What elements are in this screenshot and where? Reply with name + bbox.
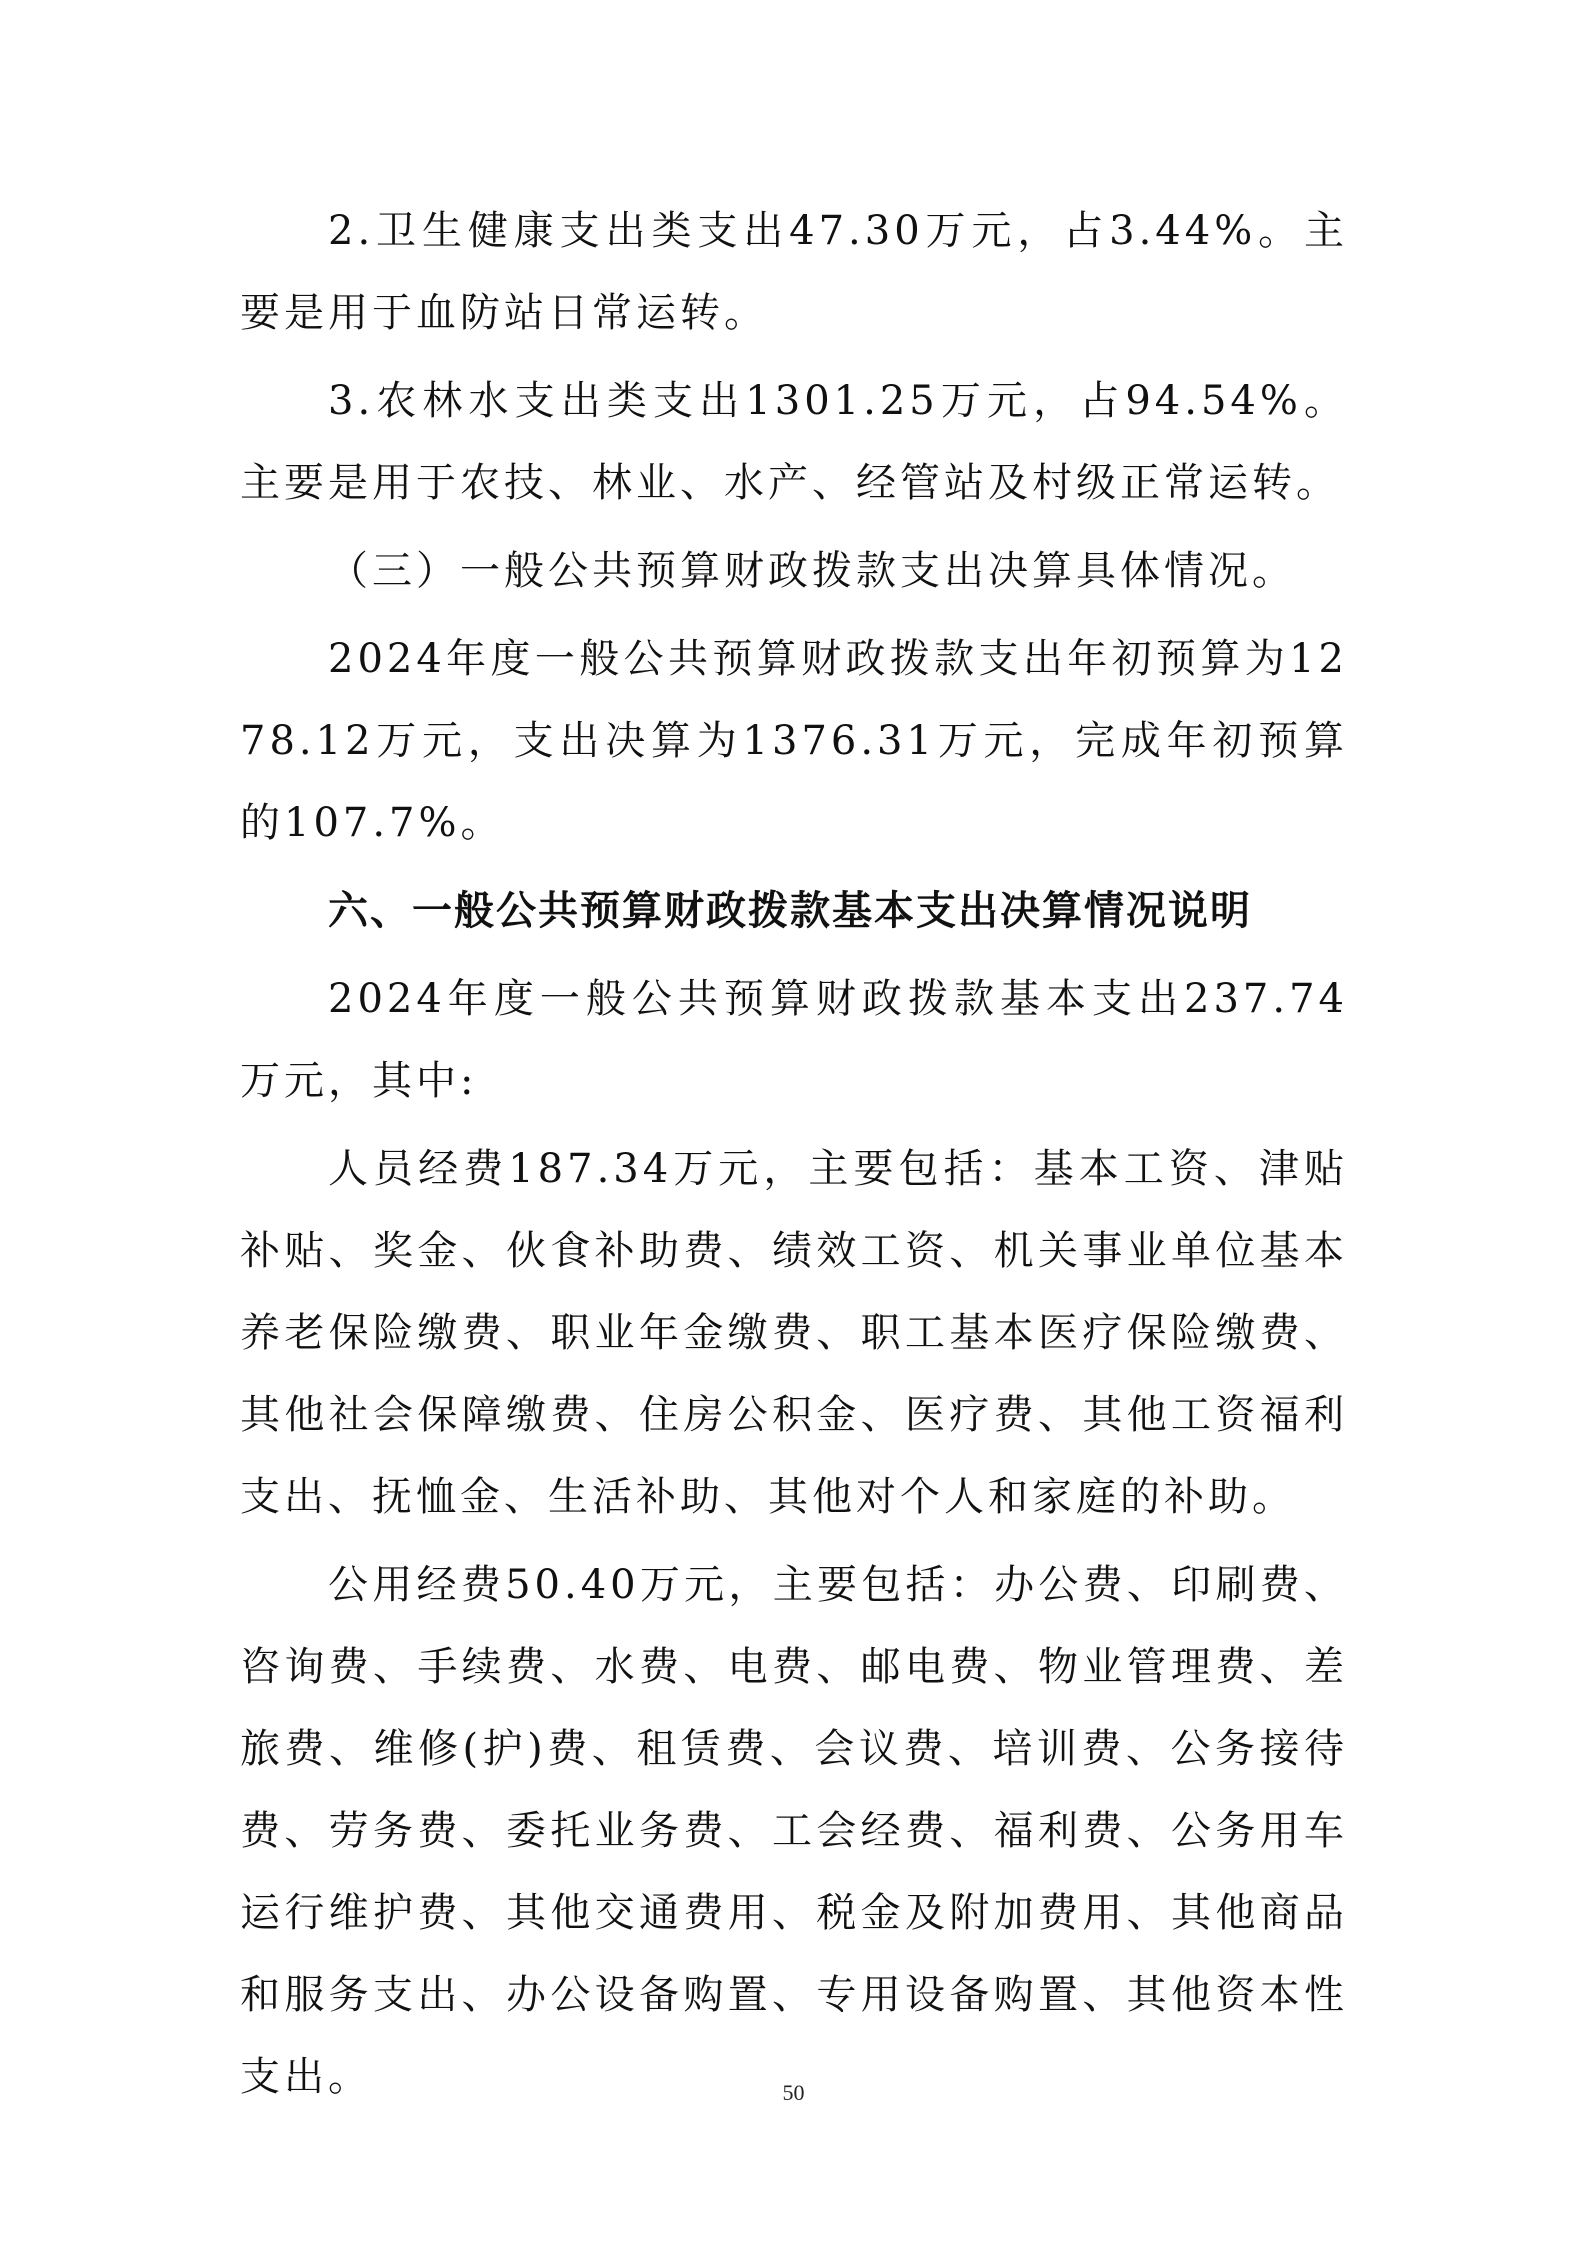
section-heading-basic-expenditure: 六、一般公共预算财政拨款基本支出决算情况说明 — [328, 888, 1252, 934]
paragraph-personnel-expenses: 人员经费187.34万元，主要包括：基本工资、津贴补贴、奖金、伙食补助费、绩效工资、机关事业单位基本养老保险缴费、职业年金缴费、职工基本医疗保险缴费、其他社会保障缴费、住房公积金、医疗费、其他工资福利支出、抚恤金、生活补助、其他对个人和家庭的补助。 — [240, 1146, 1348, 1520]
paragraph-health-expenditure: 2.卫生健康支出类支出47.30万元，占3.44%。主要是用于血防站日常运转。 — [240, 208, 1348, 336]
paragraph-agriculture-expenditure: 3.农林水支出类支出1301.25万元，占94.54%。主要是用于农技、林业、水产、经管站及村级正常运转。 — [240, 378, 1348, 506]
paragraph-budget-completion: 2024年度一般公共预算财政拨款支出年初预算为1278.12万元，支出决算为1376.31万元，完成年初预算的107.7%。 — [240, 636, 1348, 846]
paragraph-public-expenses: 公用经费50.40万元，主要包括：办公费、印刷费、咨询费、手续费、水费、电费、邮电费、物业管理费、差旅费、维修(护)费、租赁费、会议费、培训费、公务接待费、劳务费、委托业务费、工会经费、福利费、公务用车运行维护费、其他交通费用、税金及附加费用、其他商品和服务支出、办公设备购置、专用设备购置、其他资本性支出。 — [240, 1562, 1348, 2100]
subsection-heading-specific-expenditure: （三）一般公共预算财政拨款支出决算具体情况。 — [328, 548, 1296, 594]
page-number: 50 — [782, 2080, 805, 2105]
paragraph-basic-expenditure-total: 2024年度一般公共预算财政拨款基本支出237.74万元，其中: — [240, 976, 1348, 1104]
document-body — [240, 190, 1348, 2124]
